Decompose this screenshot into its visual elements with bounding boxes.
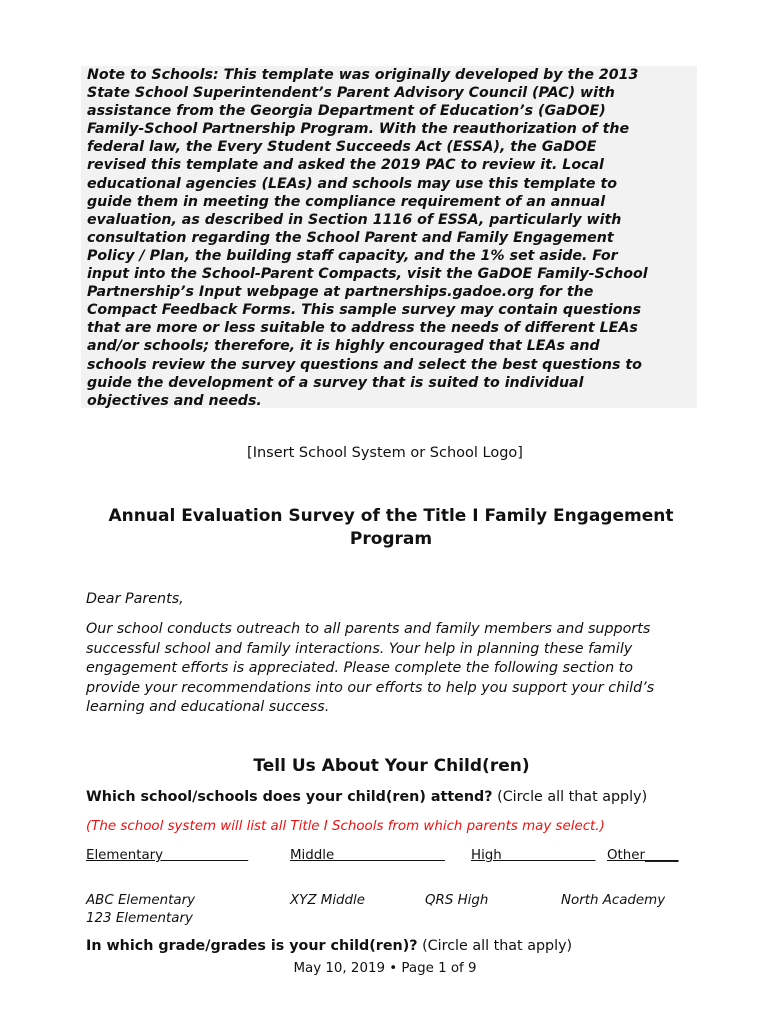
question-text: In which grade/grades is your child(ren)? xyxy=(86,938,418,954)
note-line: Policy / Plan, the building staff capacity, and the 1% set aside. For xyxy=(87,247,618,264)
note-line: Note to Schools: This template was originally developed by the 2013 xyxy=(87,67,639,83)
school-option[interactable]: North Academy xyxy=(561,893,666,908)
column-header-high: High xyxy=(471,848,596,863)
school-option[interactable]: 123 Elementary xyxy=(86,911,193,926)
intro-line: engagement efforts is appreciated. Please complete the following section to xyxy=(86,660,634,676)
greeting: Dear Parents, xyxy=(86,591,184,607)
note-line: revised this template and asked the 2019 PAC to review it. Local xyxy=(87,157,604,174)
school-option[interactable]: XYZ Middle xyxy=(290,893,366,908)
note-line: objectives and needs. xyxy=(87,392,262,409)
column-header-other: Other_____ xyxy=(607,848,679,863)
page-title xyxy=(90,505,692,551)
note-line: Partnership’s Input webpage at partnerships.gadoe.org for the xyxy=(87,284,594,301)
note-line: schools review the survey questions and select the best questions to xyxy=(87,356,642,373)
note-line: and/or schools; therefore, it is highly encouraged that LEAs and xyxy=(87,338,600,355)
intro-line: provide your recommendations into our efforts to help you support your child’s xyxy=(86,679,655,696)
note-line: Compact Feedback Forms. This sample survey may contain questions xyxy=(87,302,642,319)
question-school xyxy=(86,789,647,805)
school-option[interactable]: QRS High xyxy=(425,893,489,908)
note-line: Family-School Partnership Program. With the reauthorization of the xyxy=(87,121,630,138)
question-hint: (Circle all that apply) xyxy=(492,789,648,805)
note-line: guide them in meeting the compliance requirement of an annual xyxy=(87,193,606,210)
note-line: educational agencies (LEAs) and schools may use this template to xyxy=(87,175,617,192)
intro-line: successful school and family interactions. Your help in planning these family xyxy=(86,640,633,657)
page-title-line: Annual Evaluation Survey of the Title I Family Engagement xyxy=(108,506,674,526)
page-title-line: Program xyxy=(349,529,433,549)
intro-line: learning and educational success. xyxy=(86,699,330,715)
note-line: that are more or less suitable to address the needs of different LEAs xyxy=(87,320,638,337)
page-footer: May 10, 2019 • Page 1 of 9 xyxy=(293,961,477,976)
question-grade xyxy=(86,938,572,954)
note-line: federal law, the Every Student Succeeds Act (ESSA), the GaDOE xyxy=(87,139,597,156)
column-header-elementary: Elementary xyxy=(86,848,249,863)
intro-line: Our school conducts outreach to all parents and family members and supports xyxy=(86,621,651,637)
logo-placeholder: [Insert School System or School Logo] xyxy=(247,445,523,461)
note-line: State School Superintendent’s Parent Advisory Council (PAC) with xyxy=(87,85,615,102)
note-line: assistance from the Georgia Department of Education’s (GaDOE) xyxy=(87,103,606,120)
column-header-middle: Middle xyxy=(290,848,445,863)
instruction-note: (The school system will list all Title I Schools from which parents may select.) xyxy=(86,819,605,834)
question-text: Which school/schools does your child(ren) attend? xyxy=(86,789,493,805)
school-option[interactable]: ABC Elementary xyxy=(86,893,196,908)
note-line: evaluation, as described in Section 1116 of ESSA, particularly with xyxy=(87,211,622,228)
note-line: guide the development of a survey that is suited to individual xyxy=(87,374,584,391)
note-to-schools-box xyxy=(81,66,697,408)
intro-paragraph xyxy=(86,620,696,718)
note-line: input into the School-Parent Compacts, visit the GaDOE Family-School xyxy=(87,266,648,283)
note-line: consultation regarding the School Parent and Family Engagement xyxy=(87,229,614,246)
question-hint: (Circle all that apply) xyxy=(417,938,573,954)
section-heading: Tell Us About Your Child(ren) xyxy=(253,756,530,776)
